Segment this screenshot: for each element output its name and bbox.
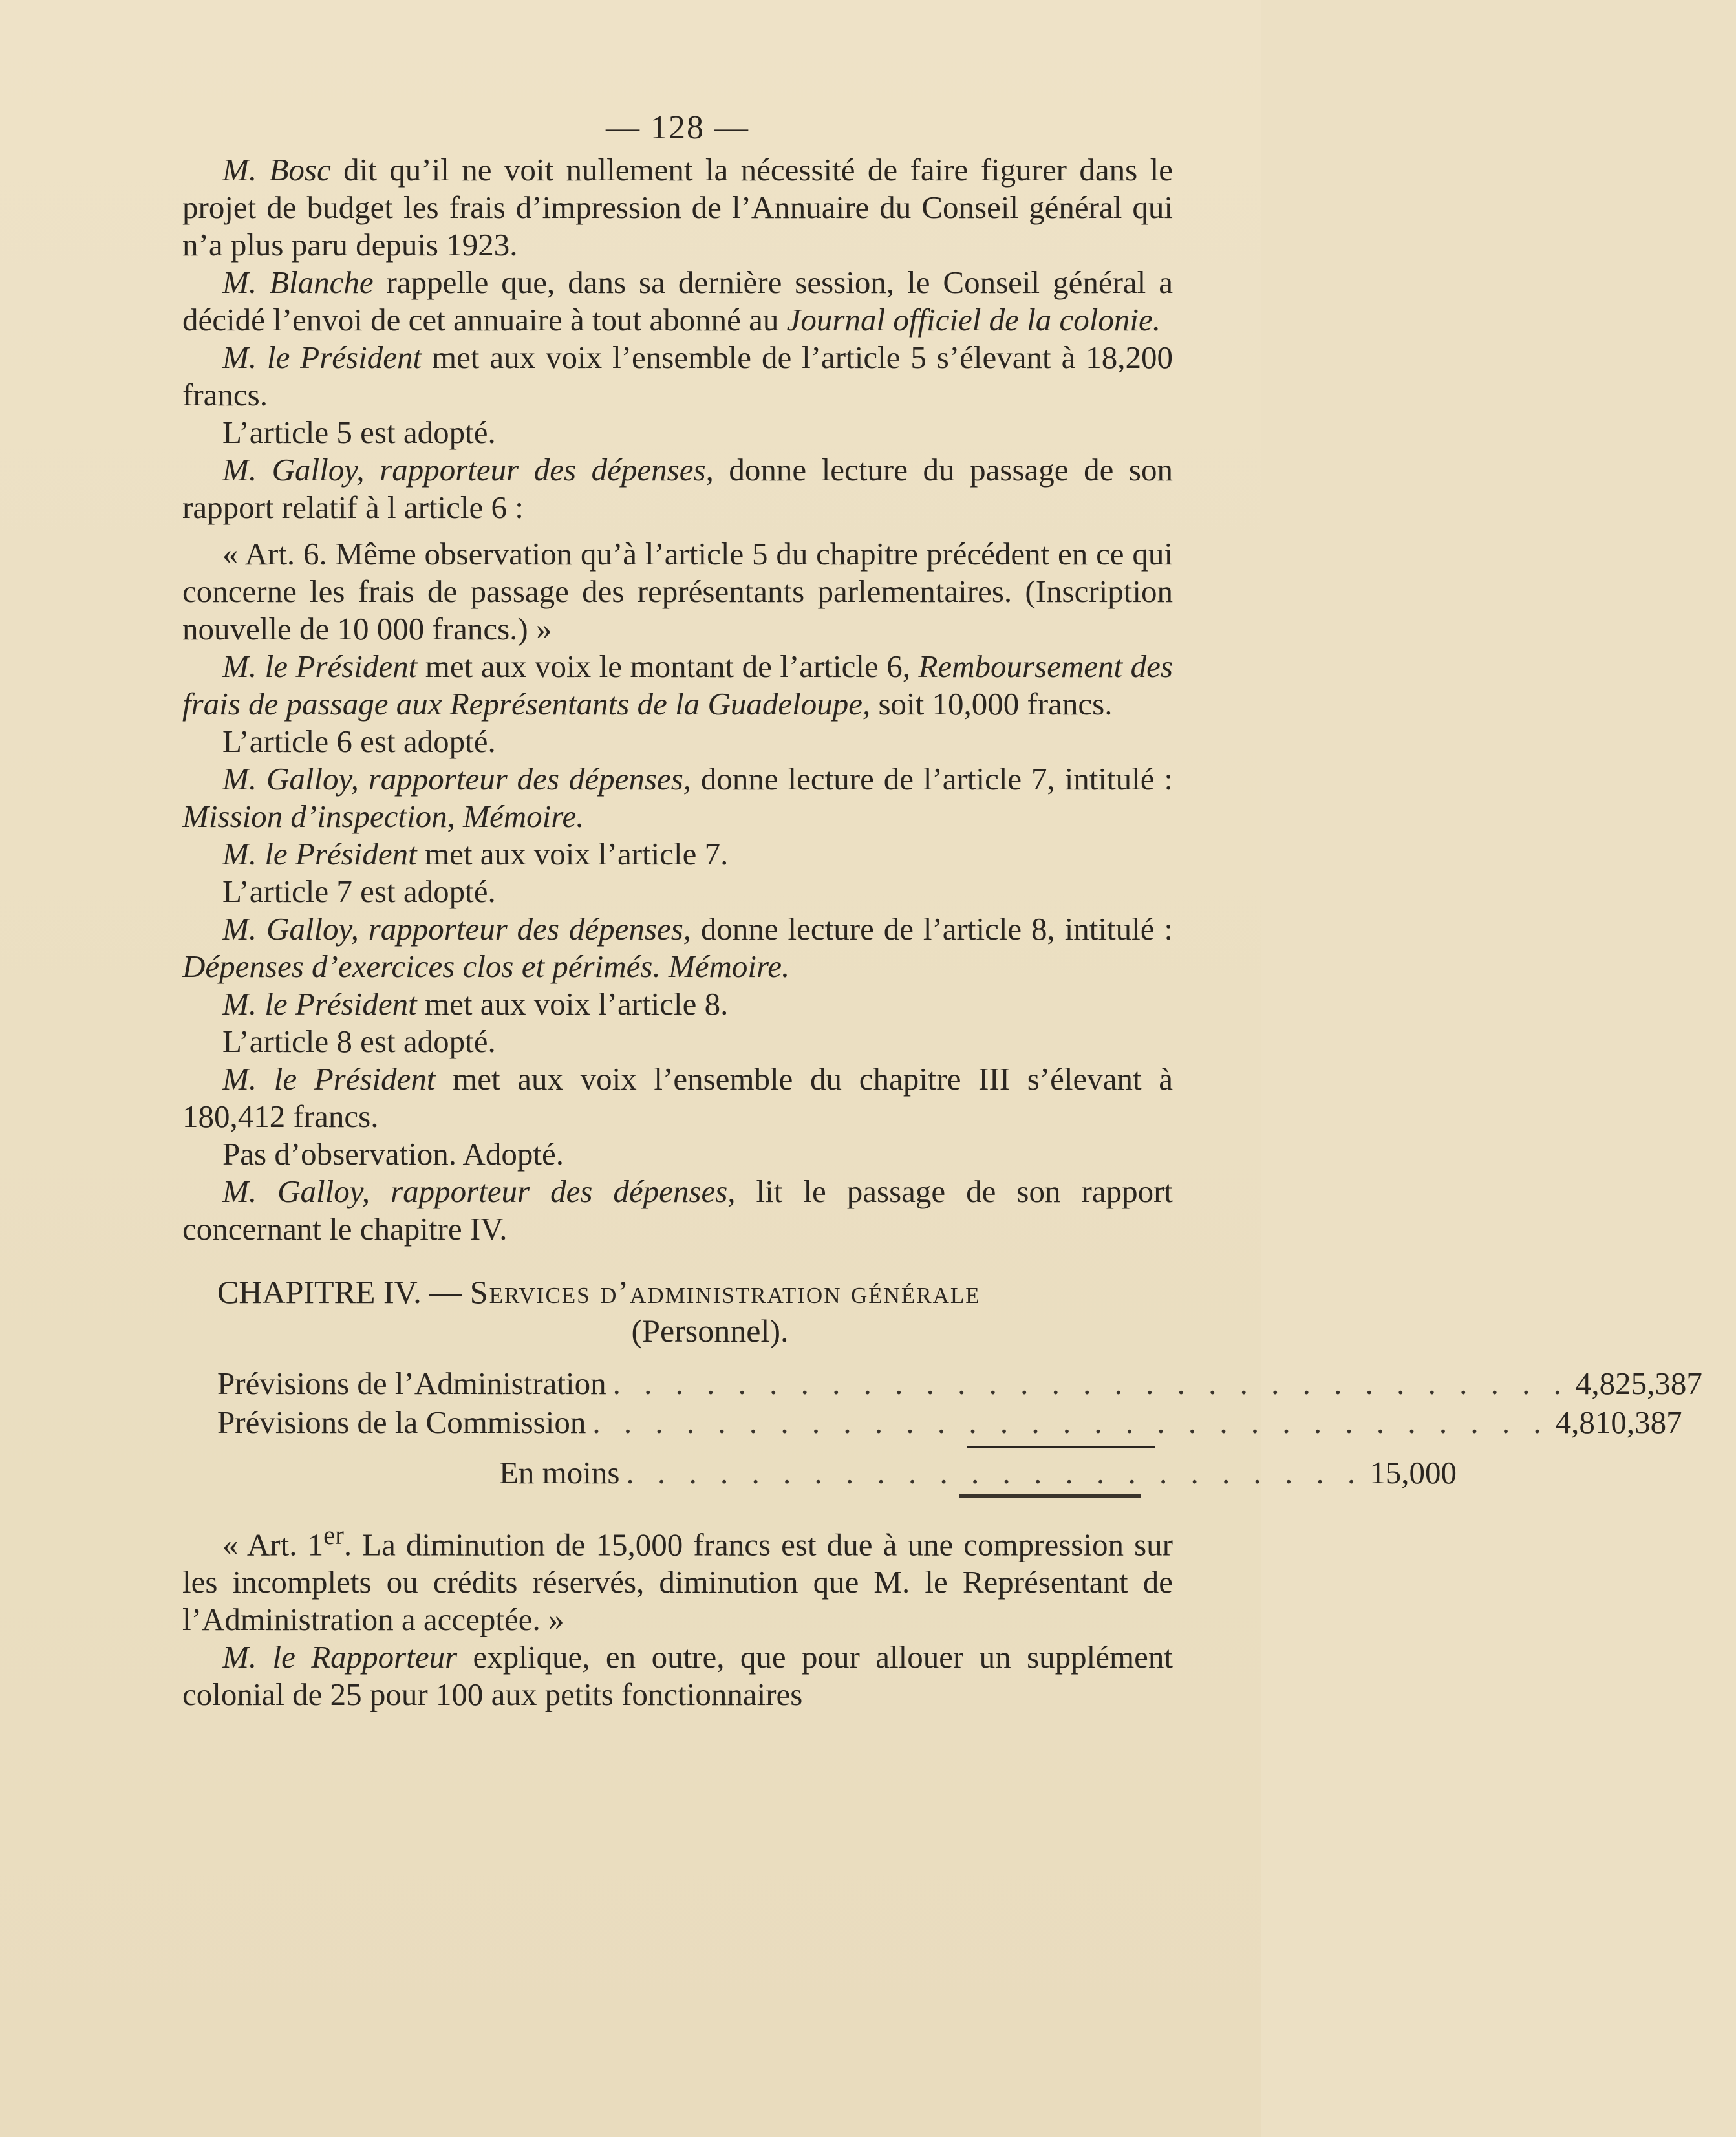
budget-row-label: Prévisions de l’Administration (217, 1366, 606, 1401)
speaker-name: M. Galloy, rapporteur des dépenses, (222, 911, 692, 947)
paragraph-chapter3-adopted: Pas d’observation. Adopté. (222, 1136, 564, 1172)
paragraph-galloy-art8: M. Galloy, rapporteur des dépenses, donne lecture de l’article 8, intitulé : Dépenses d’exercices clos et périmés. Mémoire. (182, 911, 1173, 984)
speaker-name: M. le Rapporteur (222, 1639, 458, 1675)
total-underline (182, 1494, 1173, 1498)
paragraph-art6-adopted: L’article 6 est adopté. (222, 724, 496, 759)
speaker-name: M. Galloy, rapporteur des dépenses, (222, 452, 714, 488)
speaker-name: M. le Président (222, 339, 422, 375)
budget-row-commission (182, 1403, 1682, 1442)
page-content (182, 109, 1702, 1713)
chapter-title: Services d’administration générale (469, 1274, 981, 1310)
budget-total-row (182, 1454, 1457, 1492)
budget-row-amount: 4,810,387 (1555, 1404, 1682, 1440)
article-title: Dépenses d’exercices clos et périmés. Mémoire. (182, 949, 790, 984)
dot-leader: . . . . . . . . . . . . . . . . . . . . . . . . (626, 1455, 1364, 1490)
page-number: — 128 — (606, 109, 749, 146)
paragraph-galloy-art6: M. Galloy, rapporteur des dépenses, donne lecture du passage de son rapport relatif à l article 6 : (182, 452, 1173, 525)
speaker-name: M. Blanche (222, 264, 374, 300)
budget-total-label: En moins (499, 1455, 620, 1490)
speaker-name: M. le Président (222, 1061, 436, 1097)
paragraph-galloy-chapter4: M. Galloy, rapporteur des dépenses, lit le passage de son rapport concernant le chapitre IV. (182, 1174, 1173, 1247)
budget-total-amount: 15,000 (1369, 1455, 1457, 1490)
speaker-name: M. le Président (222, 836, 417, 872)
budget-row-amount: 4,825,387 (1575, 1366, 1702, 1401)
journal-title: Journal officiel de la colonie. (786, 302, 1161, 338)
paragraph-bosc: M. Bosc dit qu’il ne voit nullement la nécessité de faire figurer dans le projet de budget les frais d’impression de l’Annuaire du Conseil général qui n’a plus paru depuis 1923. (182, 152, 1173, 263)
chapter-subtitle: (Personnel). (631, 1313, 789, 1349)
paragraph-art8-adopted: L’article 8 est adopté. (222, 1024, 496, 1059)
sum-rule (182, 1442, 1173, 1451)
budget-row-administration (182, 1364, 1702, 1403)
paragraph-president-art5: M. le Président met aux voix l’ensemble de l’article 5 s’élevant à 18,200 francs. (182, 339, 1173, 413)
article-title: Remboursement des frais de passage aux Représentants de la Guadeloupe, (182, 649, 1173, 722)
paragraph-blanche: M. Blanche rappelle que, dans sa dernière session, le Conseil général a décidé l’envoi de cet annuaire à tout abonné au Journal officiel de la colonie. (182, 264, 1173, 338)
paragraph-president-art8: M. le Président met aux voix l’article 8. (222, 986, 729, 1022)
paragraph-rapporteur: M. le Rapporteur explique, en outre, que pour allouer un supplément colonial de 25 pour 100 aux petits fonctionnaires (182, 1639, 1173, 1713)
dot-leader: . . . . . . . . . . . . . . . . . . . . . . . . . . . . . . . (612, 1366, 1569, 1401)
paragraph-art5-adopted: L’article 5 est adopté. (222, 414, 496, 450)
speaker-name: M. le Président (222, 986, 417, 1022)
chapter-heading: CHAPITRE IV. — Services d’administration générale (217, 1274, 981, 1310)
article-title: Mission d’inspection, Mémoire. (182, 799, 584, 834)
paragraph-president-chapter3: M. le Président met aux voix l’ensemble du chapitre III s’élevant à 180,412 francs. (182, 1061, 1173, 1134)
speaker-name: M. Galloy, rapporteur des dépenses, (222, 761, 692, 797)
speaker-name: M. Galloy, rapporteur des dépenses, (222, 1174, 736, 1209)
speaker-name: M. le Président (222, 649, 418, 684)
paragraph-president-art6: M. le Président met aux voix le montant de l’article 6, Remboursement des frais de passage aux Représentants de la Guadeloupe, soit 10,000 francs. (182, 649, 1173, 722)
quote-art6: « Art. 6. Même observation qu’à l’article 5 du chapitre précédent en ce qui concerne les frais de passage des représentants parlementaires. (Inscription nouvelle de 10 000 francs.) » (182, 536, 1173, 647)
paragraph-galloy-art7: M. Galloy, rapporteur des dépenses, donne lecture de l’article 7, intitulé : Mission d’inspection, Mémoire. (182, 761, 1173, 834)
quote-art1: « Art. 1er. La diminution de 15,000 francs est due à une compression sur les incomplets ou crédits réservés, diminution que M. le Représentant de l’Administration a acceptée. » (182, 1521, 1173, 1638)
budget-row-label: Prévisions de la Commission (217, 1404, 586, 1440)
paragraph-president-art7: M. le Président met aux voix l’article 7. (222, 836, 729, 872)
speaker-name: M. Bosc (222, 152, 331, 188)
dot-leader: . . . . . . . . . . . . . . . . . . . . . . . . . . . . . . . (592, 1404, 1549, 1440)
paragraph-art7-adopted: L’article 7 est adopté. (222, 874, 496, 909)
